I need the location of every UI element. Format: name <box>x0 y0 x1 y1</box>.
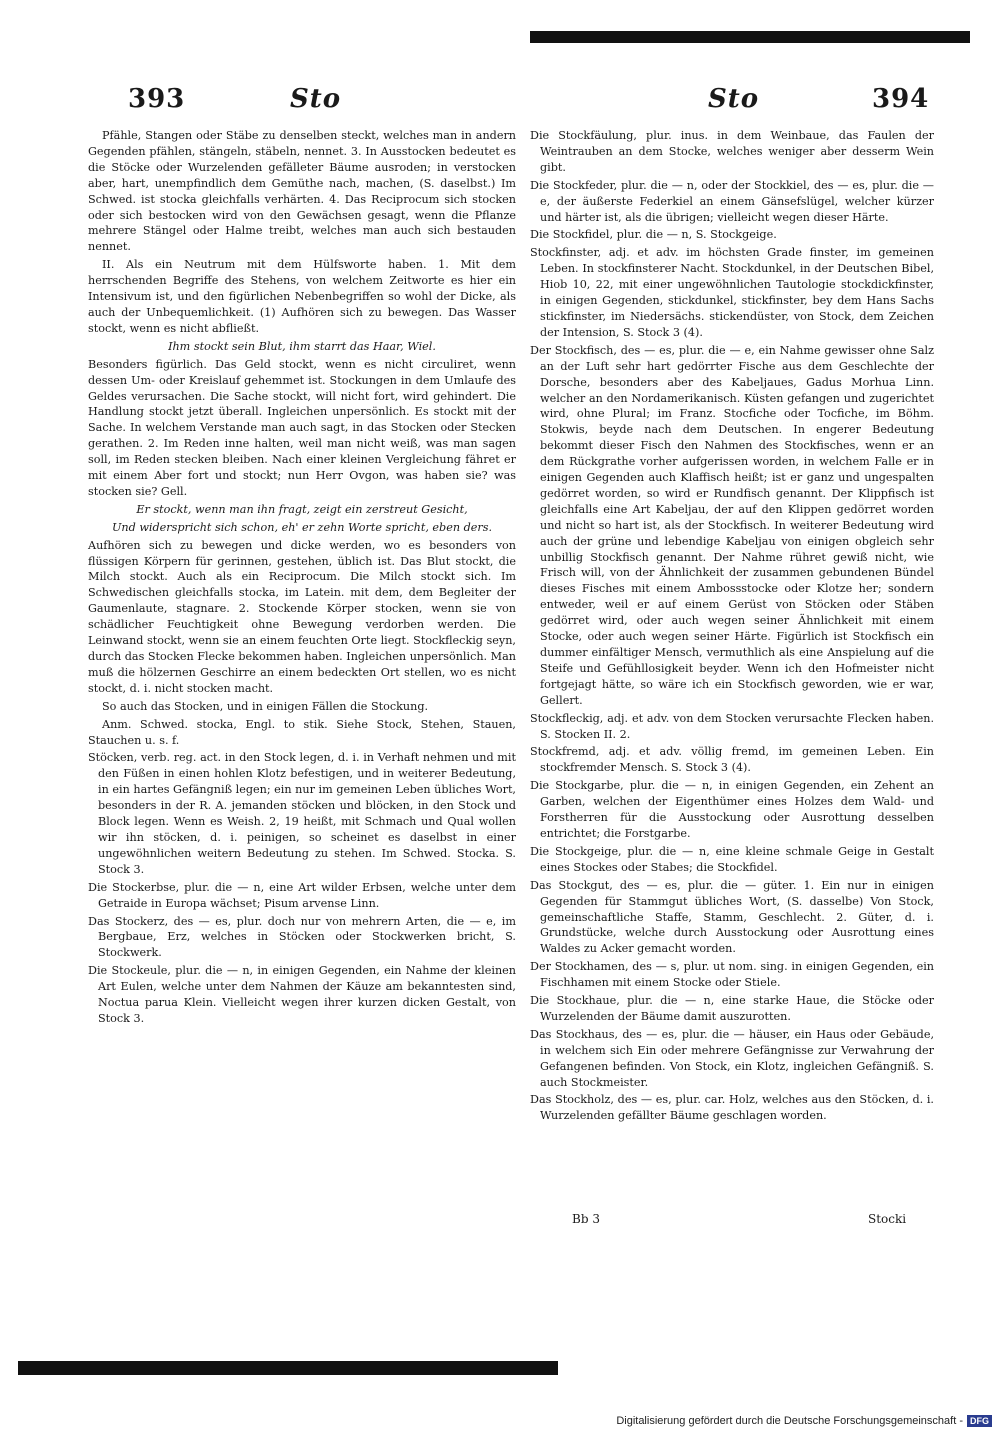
running-head-left: Sto <box>290 84 342 114</box>
funding-note <box>616 1415 992 1427</box>
dictionary-entry: Die Stockgeige, plur. die — n, eine kleine schmale Geige in Gestalt eines Stockes oder Stabes; die Stockfidel. <box>530 844 934 874</box>
dictionary-entry: Stöcken, verb. reg. act. in den Stock legen, d. i. in Verhaft nehmen und mit den Füßen in einen hohlen Klotz befestigen, und in weiterer Bedeutung, in ein hartes Gefängniß legen; ein nur im gemeinen Leben übliches Wort, besonders in der R. A. jemanden stöcken und blöcken, in den Stock und Block legen. Wenn es Weish. 2, 19 heißt, mit Schmach und Qual wollen wir ihn stöcken, d. i. peinigen, so scheinet es daselbst in einer ungewöhnlichen weitern Bedeutung zu stehen. Im Schwed. Stocka. S. Stock 3. <box>88 751 516 876</box>
signature-mark: Bb 3 <box>572 1212 600 1226</box>
dictionary-entry: Die Stockfidel, plur. die — n, S. Stockgeige. <box>530 228 777 242</box>
dictionary-entry: Die Stockerbse, plur. die — n, eine Art wilder Erbsen, welche unter dem Getraide in Europa wächset; Pisum arvense Linn. <box>88 880 516 910</box>
dictionary-entry: Das Stockerz, des — es, plur. doch nur von mehrern Arten, die — e, im Bergbaue, Erz, welches in Stöcken oder Stockwerken bricht, S. Stockwerk. <box>88 914 516 960</box>
paragraph: II. Als ein Neutrum mit dem Hülfsworte haben. 1. Mit dem herrschenden Begriffe des Stehens, von welchem Zeitworte es hier ein Intensivum ist, und den figürlichen Nebenbegriffen so wohl der Dicke, als auch der Unbequemlichkeit. (1) Aufhören sich zu bewegen. Das Wasser stockt, wenn es nicht abfließt. <box>88 258 516 335</box>
left-column <box>88 128 516 1029</box>
page-number-right: 394 <box>872 84 930 114</box>
funding-text: Digitalisierung gefördert durch die Deutsche Forschungsgemeinschaft - <box>616 1415 963 1427</box>
scan-edge-bottom <box>18 1361 558 1375</box>
dictionary-entry: Der Stockhamen, des — s, plur. ut nom. sing. in einigen Gegenden, ein Fischhamen mit einem Stocke oder Stiele. <box>530 960 934 990</box>
quotation: Ihm stockt sein Blut, ihm starrt das Haar, Wiel. <box>168 339 436 353</box>
dictionary-entry: Das Stockholz, des — es, plur. car. Holz, welches aus den Stöcken, d. i. Wurzelenden gefällter Bäume geschlagen worden. <box>530 1093 934 1123</box>
catchword: Stocki <box>868 1212 907 1226</box>
dictionary-entry: Stockfinster, adj. et adv. im höchsten Grade finster, im gemeinen Leben. In stockfinsterer Nacht. Stockdunkel, in der Deutschen Bibel, Hiob 10, 22, mit einer ungewöhnlichen Tautologie stockdickfinster, in einigen Gegenden, stickdunkel, stickfinster, bey dem Hans Sachs stickfinster, im Niedersächs. stickendüster, von Stock, dem Zeichen der Intension, S. Stock 3 (4). <box>530 246 934 339</box>
paragraph: So auch das Stocken, und in einigen Fällen die Stockung. <box>102 699 429 713</box>
dictionary-entry: Die Stockeule, plur. die — n, in einigen Gegenden, ein Nahme der kleinen Art Eulen, welche unter dem Nahmen der Käuze am bekanntesten sind, Noctua parua Klein. Vielleicht wegen ihrer kurzen dicken Gestalt, von Stock 3. <box>88 964 516 1025</box>
dictionary-entry: Der Stockfisch, des — es, plur. die — e, ein Nahme gewisser ohne Salz an der Luft sehr hart gedörrter Fische aus dem Geschlechte der Dorsche, besonders aber des Kabeljaues, Gadus Morhua Linn. welcher an den Nordamerikanisch. Küsten gefangen und zugerichtet wird, ohne Plural; im Franz. Stocfiche oder Tocfiche, im Böhm. Stokwis, beyde nach dem Deutschen. In engerer Bedeutung bekommt dieser Fisch den Nahmen des Stockfisches, wenn er an dem Rückgrathe vorher aufgerissen worden, in welchem Falle er in einigen Gegenden auch Klaffisch heißt; ist er ganz und ungespalten gedörret worden, so wird er Rundfisch genannt. Der Klippfisch ist gleichfalls eine Art Kabeljau, der auf den Klippen gedörret worden und nicht so hart ist, als der Stockfisch. In weiterer Bedeutung wird auch der grüne und lebendige Kabeljau von einigen obgleich sehr unbillig Stockfisch genannt. Der Nahme rühret gewiß nicht, wie Frisch will, von der Ähnlichkeit der zusammen gebundenen Bündel dieses Fisches mit einem Ambossstocke oder Klotze her; sondern entweder, weil er auf einem Gerüst von Stöcken oder Stäben gedörret wird, oder auch wegen seiner Ähnlichkeit mit einem Stocke, oder auch wegen seiner Härte. Figürlich ist Stockfisch ein dummer einfältiger Mensch, vermuthlich als eine Anspielung auf die Steife und Gefühllosigkeit beyder. Wenn ich den Hofmeister nicht fortgejagt hätte, so wäre ich ein Stockfisch geworden, wie er war, Gellert. <box>530 343 934 707</box>
dictionary-entry: Die Stockhaue, plur. die — n, eine starke Haue, die Stöcke oder Wurzelenden der Bäume damit auszurotten. <box>530 994 934 1023</box>
paragraph: Besonders figürlich. Das Geld stockt, wenn es nicht circuliret, wenn dessen Um- oder Kreislauf gehemmet ist. Stockungen in dem Umlaufe des Geldes verursachen. Die Sache stockt, will nicht fort, wird gehindert. Die Handlung stockt jetzt überall. Ingleichen unpersönlich. Es stockt mit der Sache. In welchem Verstande man auch sagt, in das Stocken oder Stecken gerathen. 2. Im Reden inne halten, weil man nicht weiß, was man sagen soll, im Reden stecken bleiben. Nach einer kleinen Vergleichung fähret er mit einem Aber fort und stockt; nun Herr Ovgon, was haben sie? was stocken sie? Gell. <box>88 357 516 498</box>
quotation: Und widerspricht sich schon, eh' er zehn Worte spricht, eben ders. <box>111 520 493 534</box>
paragraph: Pfähle, Stangen oder Stäbe zu denselben steckt, welches man in andern Gegenden pfählen, stängeln, stäbeln, nennet. 3. In Ausstocken bedeutet es die Stöcke oder Wurzelenden gefälleter Bäume ausroden; in verstocken aber, hart, unempfindlich dem Gemüthe nach, machen, (S. daselbst.) Im Schwed. ist stocka gleichfalls verhärten. 4. Das Reciprocum sich stocken oder sich bestocken wird von den Gewächsen gesagt, wenn die Pflanze mehrere Stängel oder Halme treibt, welches man auch sich bestauden nennet. <box>88 129 516 254</box>
paragraph: Aufhören sich zu bewegen und dicke werden, wo es besonders von flüssigen Körpern für gerinnen, gestehen, üblich ist. Das Blut stockt, die Milch stockt. Auch als ein Reciprocum. Die Milch stockt sich. Im Schwedischen gleichfalls stocka, im Latein. mit dem, dem Begleiter der Gaumenlaute, stagnare. 2. Stockende Körper stocken, wenn sie von schädlicher Feuchtigkeit ohne Bewegung verdorben werden. Die Leinwand stockt, wenn sie an einem feuchten Orte liegt. Stockfleckig seyn, durch das Stocken Flecke bekommen haben. Ingleichen unpersönlich. Man muß die hölzernen Geschirre an einem bedeckten Ort stellen, wo es nicht stockt, d. i. nicht stocken macht. <box>88 538 516 695</box>
dictionary-entry: Das Stockgut, des — es, plur. die — güter. 1. Ein nur in einigen Gegenden für Stammgut übliches Wort, (S. dasselbe) Von Stock, gemeinschaftliche Staffe, Stamm, Geschlecht. 2. Güter, d. i. Grundstücke, welche durch Ausstockung oder Ausrottung eines Waldes zu Acker gemacht worden. <box>530 878 934 956</box>
dfg-logo: DFG <box>967 1415 992 1427</box>
page-number-left: 393 <box>128 84 186 114</box>
scan-edge-top <box>530 31 970 43</box>
paragraph: Anm. Schwed. stocka, Engl. to stik. Siehe Stock, Stehen, Stauen, Stauchen u. s. f. <box>88 717 516 747</box>
dictionary-entry: Die Stockgarbe, plur. die — n, in einigen Gegenden, ein Zehent an Garben, welchen der Eigenthümer eines Holzes dem Wald- und Forstherren für die Ausstockung oder Ausrottung desselben entrichtet; die Forstgarbe. <box>530 779 934 840</box>
right-column <box>530 128 934 1126</box>
dictionary-entry: Das Stockhaus, des — es, plur. die — häuser, ein Haus oder Gebäude, in welchem sich Ein oder mehrere Gefängnisse zur Verwahrung der Gefangenen befinden. Von Stock, ein Klotz, ingleichen Gefängniß. S. auch Stockmeister. <box>530 1027 934 1089</box>
dictionary-entry: Die Stockfeder, plur. die — n, oder der Stockkiel, des — es, plur. die — e, der äußerste Federkiel an einem Gänsefslügel, welcher kürzer und härter ist, als die übrigen; vielleicht wegen dieser Härte. <box>530 178 934 224</box>
quotation: Er stockt, wenn man ihn fragt, zeigt ein zerstreut Gesicht, <box>136 502 468 516</box>
dictionary-entry: Stockfremd, adj. et adv. völlig fremd, im gemeinen Leben. Ein stockfremder Mensch. S. Stock 3 (4). <box>530 745 934 775</box>
dictionary-entry: Die Stockfäulung, plur. inus. in dem Weinbaue, das Faulen der Weintrauben an dem Stocke, welches weniger aber desserm Wein gibt. <box>530 129 934 174</box>
running-head-right: Sto <box>708 84 760 114</box>
dictionary-entry: Stockfleckig, adj. et adv. von dem Stocken verursachte Flecken haben. S. Stocken II. 2. <box>530 711 934 741</box>
